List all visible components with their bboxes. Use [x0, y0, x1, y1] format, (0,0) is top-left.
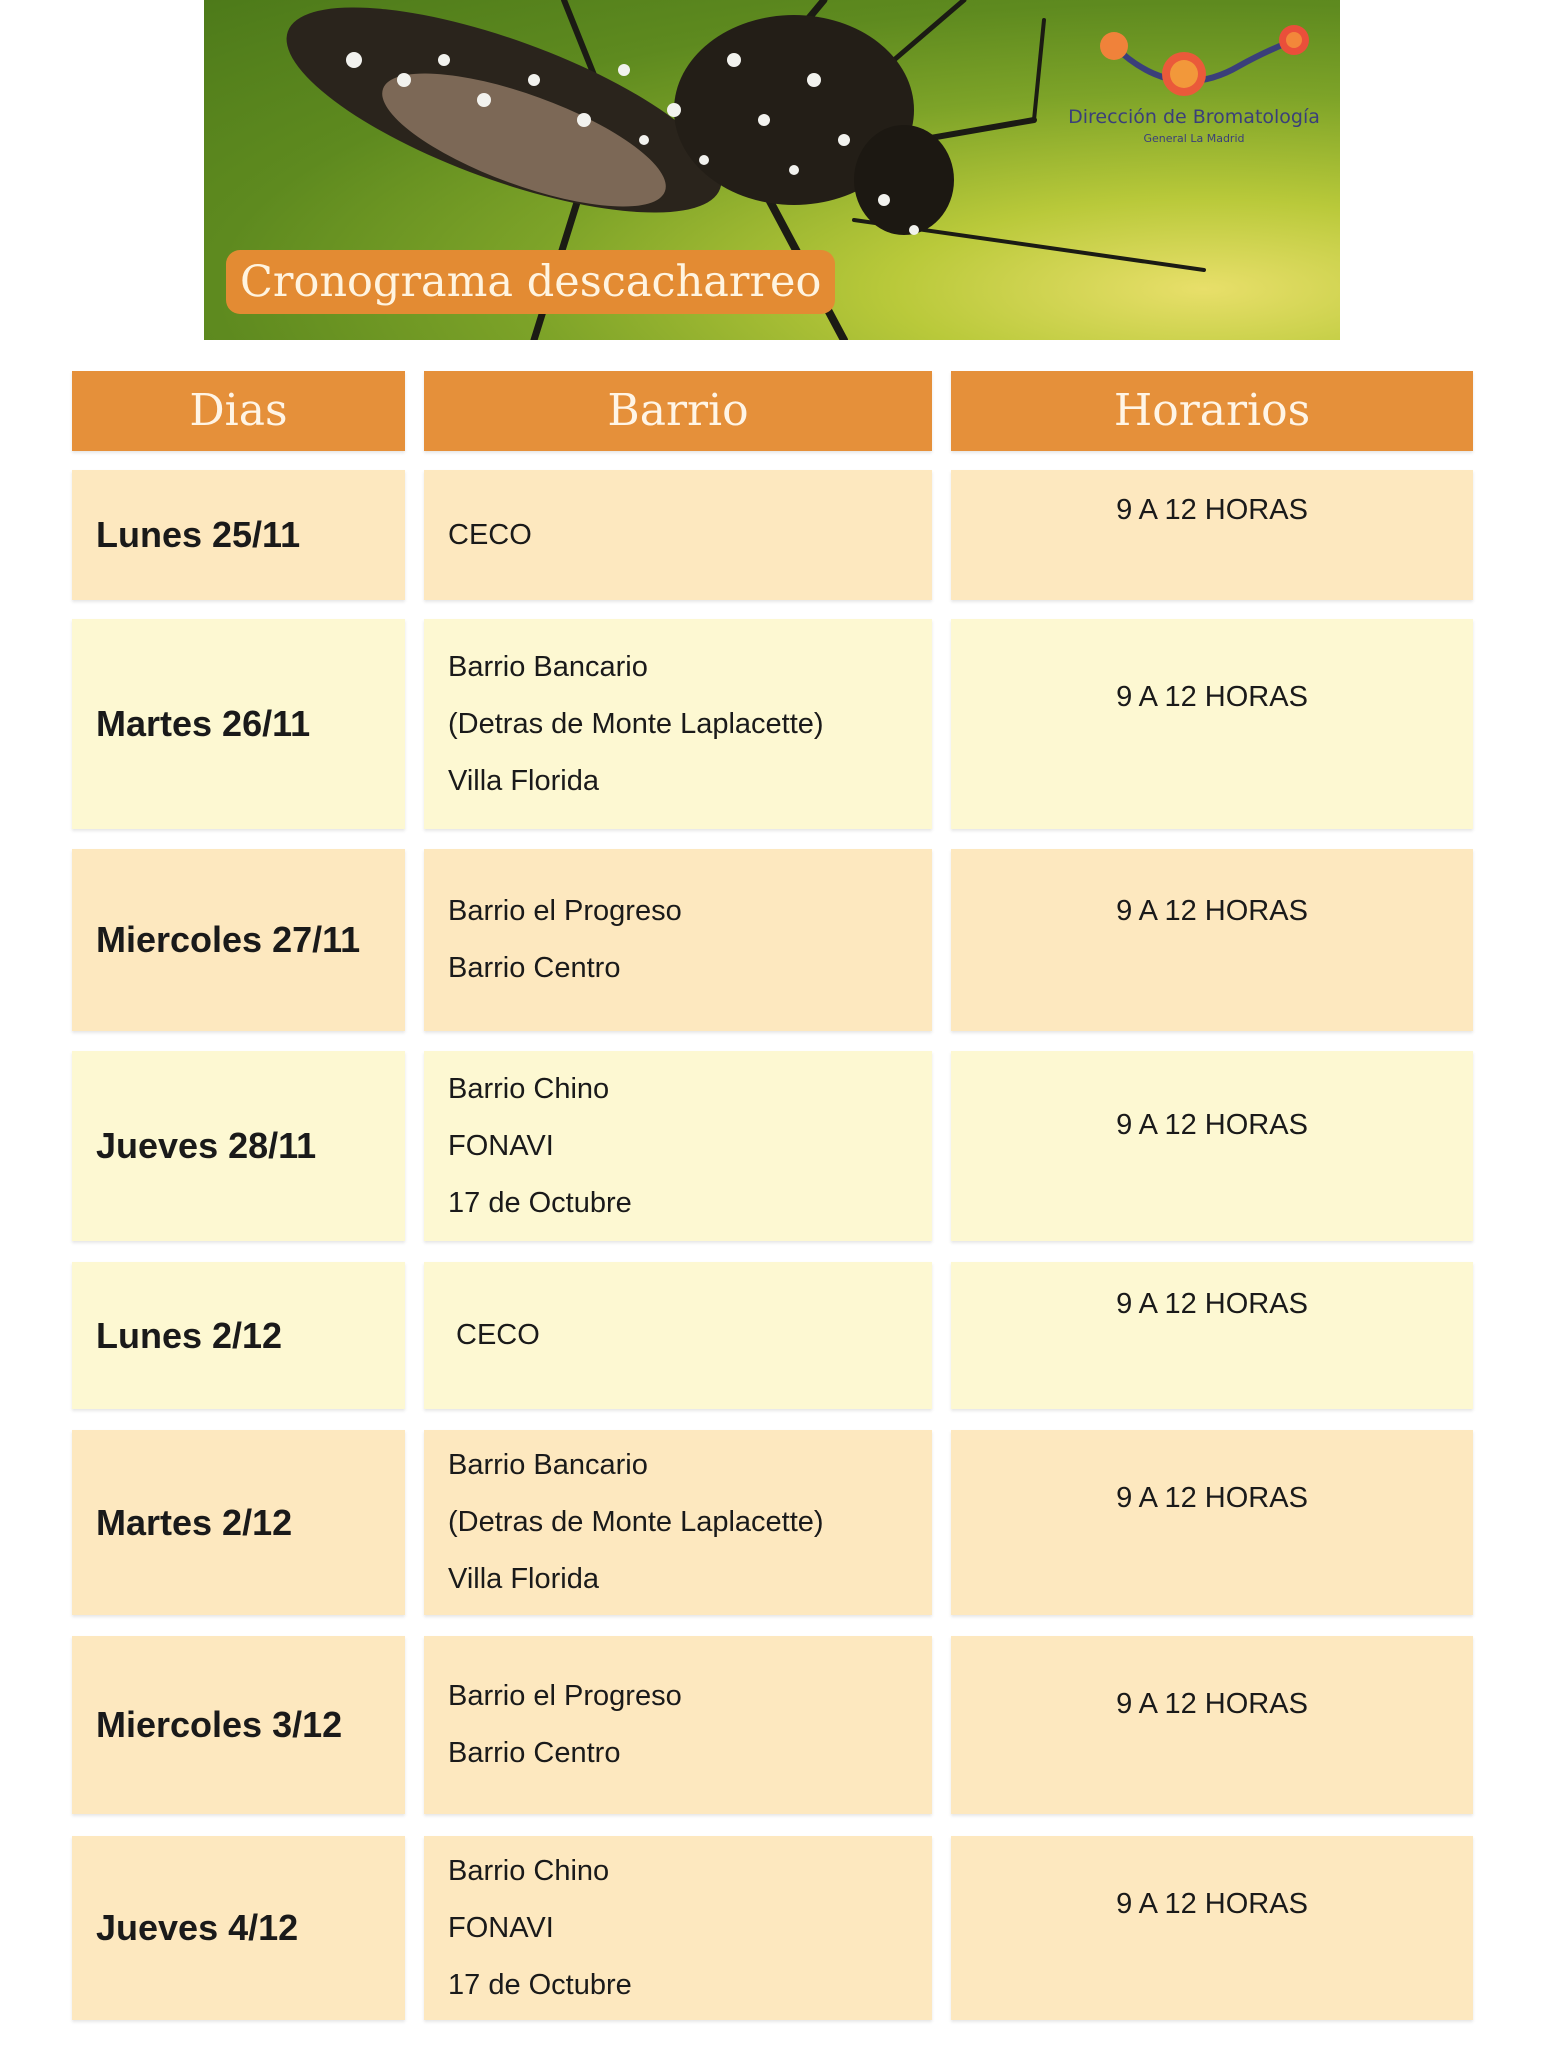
- header-barrio: Barrio: [424, 371, 932, 451]
- table-row-hours: 9 A 12 HORAS: [951, 1836, 1473, 2020]
- barrio-line: 17 de Octubre: [448, 1186, 632, 1219]
- table-row-hours: 9 A 12 HORAS: [951, 1430, 1473, 1615]
- barrio-line: Barrio el Progreso: [448, 1680, 682, 1712]
- table-row-day: Miercoles 27/11: [72, 849, 405, 1031]
- barrio-line: (Detras de Monte Laplacette): [448, 707, 824, 740]
- table-row-barrio: [424, 1262, 932, 1409]
- table-row-barrio: [424, 1430, 932, 1615]
- table-row-day: Martes 2/12: [72, 1430, 405, 1615]
- barrio-line: Barrio Bancario: [448, 650, 648, 683]
- bromatologia-logo: [1064, 14, 1324, 144]
- barrio-line: Villa Florida: [448, 1563, 599, 1595]
- barrio-line: Barrio Bancario: [448, 1449, 648, 1481]
- table-row-barrio: [424, 849, 932, 1031]
- table-row-hours: 9 A 12 HORAS: [951, 1051, 1473, 1241]
- header-horarios: Horarios: [951, 371, 1473, 451]
- barrio-line: Barrio Chino: [448, 1854, 610, 1887]
- table-row-barrio: [424, 1636, 932, 1814]
- table-row-barrio: [424, 470, 932, 600]
- header-banner: [204, 0, 1340, 340]
- header-dias: Dias: [72, 371, 405, 451]
- table-row-day: Jueves 4/12: [72, 1836, 405, 2020]
- barrio-line: Barrio el Progreso: [448, 895, 682, 927]
- table-row-day: Martes 26/11: [72, 619, 405, 829]
- barrio-line: (Detras de Monte Laplacette): [448, 1506, 824, 1538]
- logo-subtitle: General La Madrid: [1143, 132, 1245, 145]
- barrio-line: FONAVI: [448, 1129, 554, 1162]
- table-row-hours: 9 A 12 HORAS: [951, 1636, 1473, 1814]
- barrio-line: 17 de Octubre: [448, 1968, 632, 2001]
- barrio-line: CECO: [456, 1319, 540, 1351]
- table-row-day: Lunes 25/11: [72, 470, 405, 600]
- barrio-line: Barrio Chino: [448, 1072, 610, 1105]
- logo-name: Dirección de Bromatología: [1068, 106, 1320, 128]
- table-row-hours: 9 A 12 HORAS: [951, 470, 1473, 600]
- table-row-hours: 9 A 12 HORAS: [951, 849, 1473, 1031]
- table-row-day: Lunes 2/12: [72, 1262, 405, 1409]
- table-row-day: Jueves 28/11: [72, 1051, 405, 1241]
- logo-dots-icon: [1064, 14, 1324, 109]
- barrio-line: Villa Florida: [448, 764, 599, 797]
- barrio-line: FONAVI: [448, 1911, 554, 1944]
- table-row-barrio: [424, 1836, 932, 2020]
- table-row-barrio: [424, 1051, 932, 1241]
- table-row-hours: 9 A 12 HORAS: [951, 1262, 1473, 1409]
- barrio-line: Barrio Centro: [448, 952, 621, 984]
- table-row-barrio: [424, 619, 932, 829]
- barrio-line: Barrio Centro: [448, 1737, 621, 1769]
- table-row-hours: 9 A 12 HORAS: [951, 619, 1473, 829]
- barrio-line: CECO: [448, 518, 532, 551]
- page-title: Cronograma descacharreo: [226, 250, 835, 314]
- table-row-day: Miercoles 3/12: [72, 1636, 405, 1814]
